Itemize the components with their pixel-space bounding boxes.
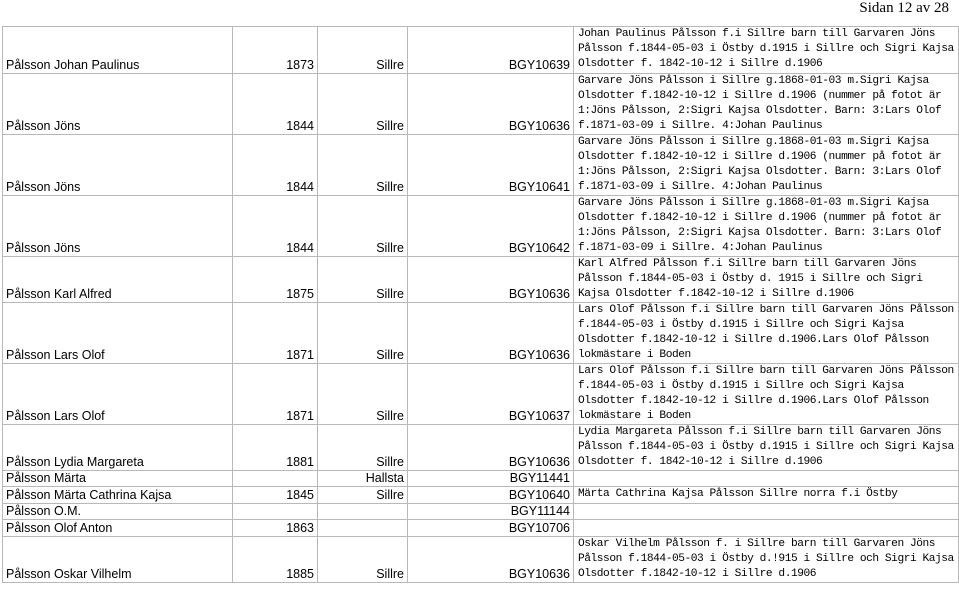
birth-year: 1871	[233, 303, 318, 364]
table-row	[3, 135, 959, 196]
record-id: BGY10636	[408, 303, 574, 364]
page-number: Sidan 12 av 28	[859, 0, 949, 16]
record-id: BGY10641	[408, 135, 574, 196]
record-id: BGY10639	[408, 27, 574, 74]
record-note	[574, 504, 959, 520]
person-name: Pålsson O.M.	[3, 504, 233, 520]
record-id: BGY10636	[408, 74, 574, 135]
person-name: Pålsson Lydia Margareta	[3, 425, 233, 471]
table-row	[3, 364, 959, 425]
table-row	[3, 487, 959, 504]
record-id: BGY10637	[408, 364, 574, 425]
person-name: Pålsson Jöns	[3, 74, 233, 135]
record-note: Garvare Jöns Pålsson i Sillre g.1868-01-03 m.Sigri Kajsa Olsdotter f.1842-10-12 i Sillre d.1906 (nummer på fotot är 1:Jöns Pålsson, 2:Sigri Kajsa Olsdotter. Barn: 3:Lars Olof f.1871-03-09 i Sillre. 4:Johan Paulinus	[574, 135, 959, 196]
birth-year	[233, 504, 318, 520]
person-name: Pålsson Oskar Vilhelm	[3, 537, 233, 583]
person-name: Pålsson Olof Anton	[3, 520, 233, 537]
place: Sillre	[318, 135, 408, 196]
record-id: BGY10636	[408, 425, 574, 471]
record-id: BGY10642	[408, 196, 574, 257]
place: Sillre	[318, 303, 408, 364]
record-note: Märta Cathrina Kajsa Pålsson Sillre norra f.i Östby	[574, 487, 959, 504]
person-name: Pålsson Lars Olof	[3, 364, 233, 425]
record-id: BGY11441	[408, 471, 574, 487]
record-id: BGY11144	[408, 504, 574, 520]
birth-year: 1875	[233, 257, 318, 303]
table-row	[3, 74, 959, 135]
record-note: Lars Olof Pålsson f.i Sillre barn till Garvaren Jöns Pålsson f.1844-05-03 i Östby d.1915 i Sillre och Sigri Kajsa Olsdotter f.1842-10-12 i Sillre d.1906.Lars Olof Pålsson lokmästare i Boden	[574, 364, 959, 425]
person-name: Pålsson Lars Olof	[3, 303, 233, 364]
birth-year: 1863	[233, 520, 318, 537]
person-name: Pålsson Johan Paulinus	[3, 27, 233, 74]
birth-year: 1844	[233, 135, 318, 196]
record-note: Garvare Jöns Pålsson i Sillre g.1868-01-03 m.Sigri Kajsa Olsdotter f.1842-10-12 i Sillre d.1906 (nummer på fotot är 1:Jöns Pålsson, 2:Sigri Kajsa Olsdotter. Barn: 3:Lars Olof f.1871-03-09 i Sillre. 4:Johan Paulinus	[574, 196, 959, 257]
record-note: Johan Paulinus Pålsson f.i Sillre barn till Garvaren Jöns Pålsson f.1844-05-03 i Östby d.1915 i Sillre och Sigri Kajsa Olsdotter f. 1842-10-12 i Sillre d.1906	[574, 27, 959, 74]
place	[318, 520, 408, 537]
place: Sillre	[318, 487, 408, 504]
record-note: Karl Alfred Pålsson f.i Sillre barn till Garvaren Jöns Pålsson f.1844-05-03 i Östby d. 1915 i Sillre och Sigri Kajsa Olsdotter f.1842-10-12 i Sillre d.1906	[574, 257, 959, 303]
record-id: BGY10640	[408, 487, 574, 504]
table-row	[3, 520, 959, 537]
records-table	[2, 26, 959, 583]
place: Sillre	[318, 74, 408, 135]
table-row	[3, 257, 959, 303]
place: Sillre	[318, 196, 408, 257]
record-note	[574, 520, 959, 537]
person-name: Pålsson Märta Cathrina Kajsa	[3, 487, 233, 504]
birth-year: 1881	[233, 425, 318, 471]
place: Sillre	[318, 27, 408, 74]
records-body	[3, 27, 959, 583]
table-row	[3, 471, 959, 487]
record-id: BGY10706	[408, 520, 574, 537]
place: Hallsta	[318, 471, 408, 487]
place	[318, 504, 408, 520]
birth-year: 1845	[233, 487, 318, 504]
birth-year: 1844	[233, 196, 318, 257]
table-row	[3, 303, 959, 364]
birth-year: 1873	[233, 27, 318, 74]
birth-year: 1885	[233, 537, 318, 583]
table-row	[3, 537, 959, 583]
table-row	[3, 196, 959, 257]
place: Sillre	[318, 425, 408, 471]
person-name: Pålsson Jöns	[3, 196, 233, 257]
birth-year: 1844	[233, 74, 318, 135]
person-name: Pålsson Jöns	[3, 135, 233, 196]
table-row	[3, 27, 959, 74]
record-note: Garvare Jöns Pålsson i Sillre g.1868-01-03 m.Sigri Kajsa Olsdotter f.1842-10-12 i Sillre d.1906 (nummer på fotot är 1:Jöns Pålsson, 2:Sigri Kajsa Olsdotter. Barn: 3:Lars Olof f.1871-03-09 i Sillre. 4:Johan Paulinus	[574, 74, 959, 135]
record-note	[574, 471, 959, 487]
place: Sillre	[318, 364, 408, 425]
record-id: BGY10636	[408, 257, 574, 303]
table-row	[3, 425, 959, 471]
birth-year: 1871	[233, 364, 318, 425]
record-id: BGY10636	[408, 537, 574, 583]
place: Sillre	[318, 257, 408, 303]
person-name: Pålsson Karl Alfred	[3, 257, 233, 303]
person-name: Pålsson Märta	[3, 471, 233, 487]
record-note: Oskar Vilhelm Pålsson f. i Sillre barn till Garvaren Jöns Pålsson f.1844-05-03 i Östby d.!915 i Sillre och Sigri Kajsa Olsdotter f.1842-10-12 i Sillre d.1906	[574, 537, 959, 583]
record-note: Lars Olof Pålsson f.i Sillre barn till Garvaren Jöns Pålsson f.1844-05-03 i Östby d.1915 i Sillre och Sigri Kajsa Olsdotter f.1842-10-12 i Sillre d.1906.Lars Olof Pålsson lokmästare i Boden	[574, 303, 959, 364]
record-note: Lydia Margareta Pålsson f.i Sillre barn till Garvaren Jöns Pålsson f.1844-05-03 i Östby d.1915 i Sillre och Sigri Kajsa Olsdotter f. 1842-10-12 i Sillre d.1906	[574, 425, 959, 471]
place: Sillre	[318, 537, 408, 583]
birth-year	[233, 471, 318, 487]
table-row	[3, 504, 959, 520]
